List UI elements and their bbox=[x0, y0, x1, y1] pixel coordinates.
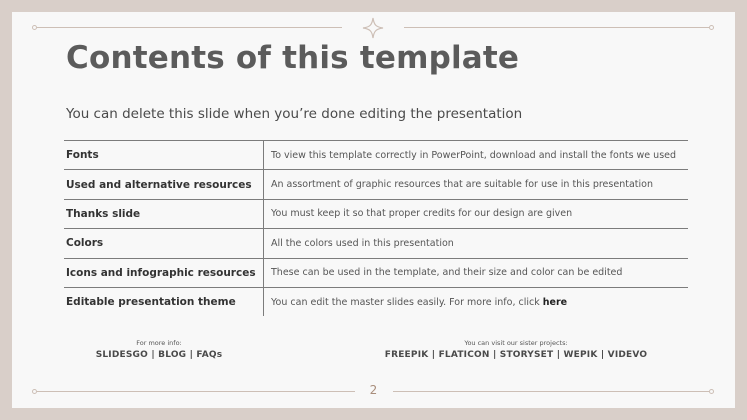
slide bbox=[12, 12, 735, 408]
top-left-rule bbox=[37, 27, 342, 28]
row-description: All the colors used in this presentation bbox=[264, 229, 689, 258]
footer-more-info bbox=[84, 339, 234, 360]
row-description: These can be used in the template, and their size and color can be edited bbox=[264, 258, 689, 287]
row-label: Fonts bbox=[64, 141, 264, 170]
contents-table bbox=[64, 140, 688, 316]
row-description: You must keep it so that proper credits for our design are given bbox=[264, 199, 689, 228]
row-label: Thanks slide bbox=[64, 199, 264, 228]
sister-projects-label: You can visit our sister projects: bbox=[464, 339, 568, 347]
bottom-right-dot bbox=[709, 389, 714, 394]
table-row bbox=[64, 229, 688, 258]
table-row bbox=[64, 141, 688, 170]
row-label: Icons and infographic resources bbox=[64, 258, 264, 287]
sparkle-star-icon bbox=[362, 17, 384, 39]
top-right-dot bbox=[709, 25, 714, 30]
top-right-rule bbox=[404, 27, 709, 28]
row-description-text: You can edit the master slides easily. For more info, click bbox=[271, 296, 543, 308]
page-title: Contents of this template bbox=[66, 40, 520, 76]
table-row bbox=[64, 258, 688, 287]
here-link[interactable]: here bbox=[542, 296, 568, 308]
row-label: Editable presentation theme bbox=[64, 287, 264, 316]
page-number: 2 bbox=[369, 383, 378, 397]
row-label: Colors bbox=[64, 229, 264, 258]
row-description: To view this template correctly in PowerPoint, download and install the fonts we used bbox=[264, 141, 689, 170]
more-info-links[interactable]: SLIDESGO | BLOG | FAQs bbox=[95, 350, 223, 360]
table-row bbox=[64, 287, 688, 316]
sister-projects-links[interactable]: FREEPIK | FLATICON | STORYSET | WEPIK | VIDEVO bbox=[384, 350, 648, 360]
bottom-right-rule bbox=[393, 391, 709, 392]
row-description bbox=[264, 287, 689, 316]
row-description: An assortment of graphic resources that are suitable for use in this presentation bbox=[264, 170, 689, 199]
table-row bbox=[64, 170, 688, 199]
row-label: Used and alternative resources bbox=[64, 170, 264, 199]
footer-sister-projects bbox=[356, 339, 676, 360]
table-row bbox=[64, 199, 688, 228]
page-subtitle: You can delete this slide when you’re done editing the presentation bbox=[66, 106, 523, 122]
more-info-label: For more info: bbox=[136, 339, 182, 347]
